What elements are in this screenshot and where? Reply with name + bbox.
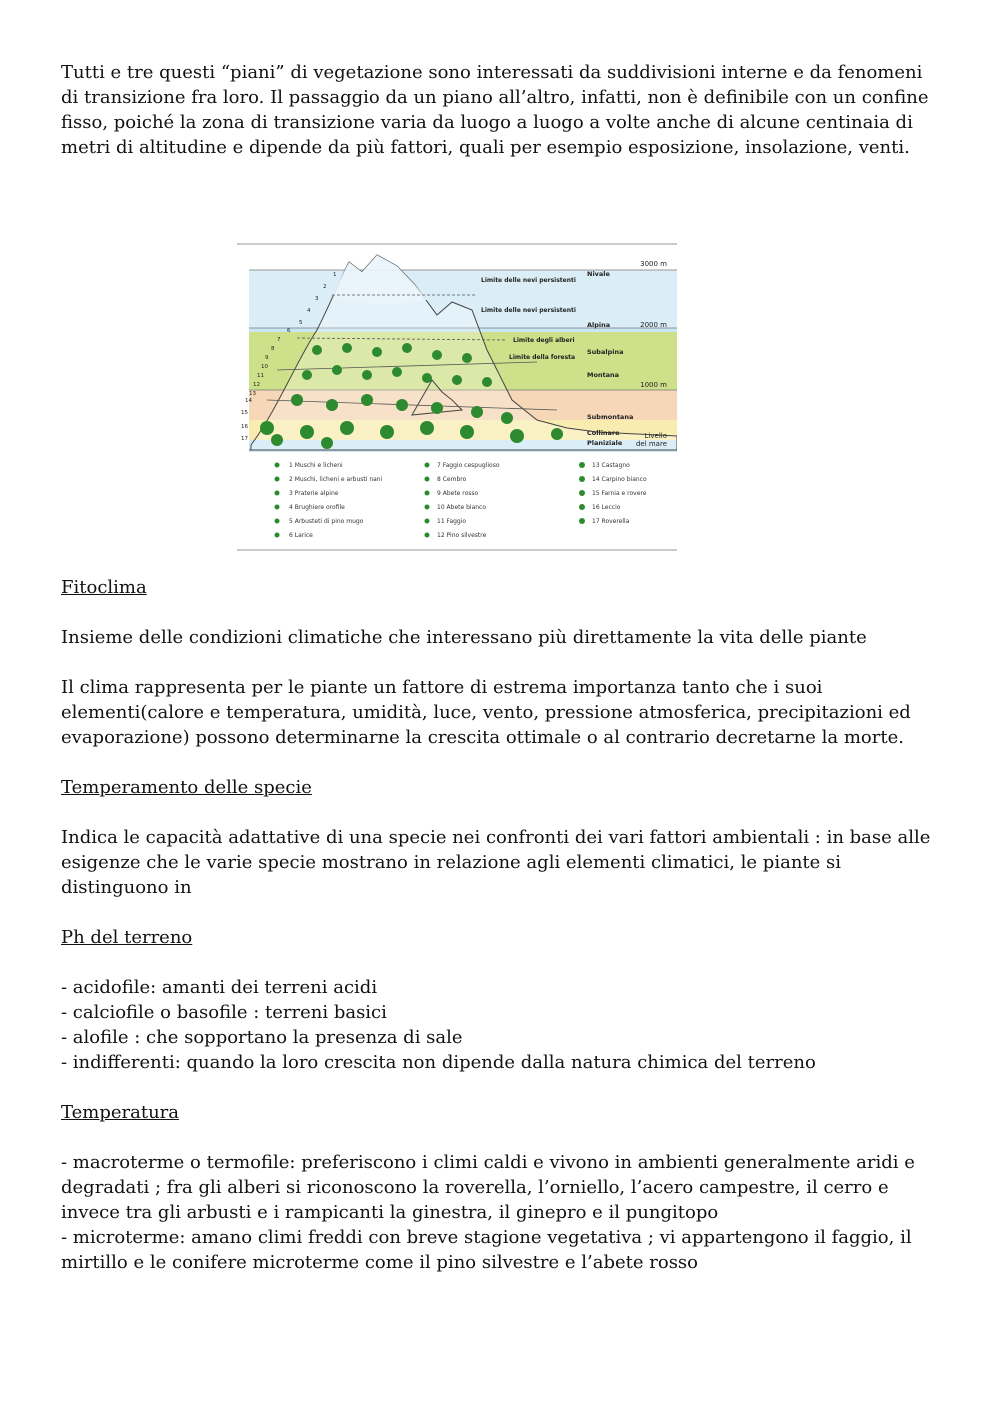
legend-item: 12 Pino silvestre bbox=[437, 532, 487, 539]
zone-subalpina: Subalpina bbox=[587, 348, 624, 356]
fitoclima-paragraph: Il clima rappresenta per le piante un fattore di estrema importanza tanto che i suoi elementi(calore e temperatura, umidità, luce, vento, pressione atmosferica, precipitazioni ed evaporazione) possono determinarne la crescita ottimale o al contrario decretarne la morte. bbox=[61, 677, 911, 748]
temperatura-item: - microterme: amano climi freddi con breve stagione vegetativa ; vi appartengono il faggio, il mirtillo e le conifere microterme come il pino silvestre e l’abete rosso bbox=[61, 1227, 912, 1273]
vegetation-zones-diagram bbox=[237, 240, 677, 554]
altitude-1000: 1000 m bbox=[640, 381, 667, 389]
slope-number: 12 bbox=[253, 382, 260, 388]
legend-item: 1 Muschi e licheni bbox=[289, 462, 343, 469]
intro-paragraph: Tutti e tre questi “piani” di vegetazione sono interessati da suddivisioni interne e da fenomeni di transizione fra loro. Il passaggio da un piano all’altro, infatti, non è definibile con un confine fisso, poiché la zona di transizione varia da luogo a luogo a volte anche di alcune centinaia di metri di altitudine e dipende da più fattori, quali per esempio esposizione, insolazione, venti. bbox=[61, 62, 929, 158]
slope-number: 6 bbox=[287, 328, 291, 334]
legend-item: 16 Leccio bbox=[592, 504, 621, 511]
slope-number: 17 bbox=[241, 436, 248, 442]
legend-item: 2 Muschi, licheni e arbusti nani bbox=[289, 476, 383, 483]
legend-item: 15 Farnia e rovere bbox=[592, 490, 647, 497]
legend-item: 5 Arbusteti di pino mugo bbox=[289, 518, 364, 525]
zone-nivale: Nivale bbox=[587, 270, 610, 278]
legend-item: 13 Castagno bbox=[592, 462, 630, 469]
legend-item: 9 Abete rosso bbox=[437, 490, 479, 497]
figure-legend bbox=[275, 462, 647, 539]
limit-label: Limite delle nevi persistenti bbox=[481, 307, 576, 314]
heading-temperatura: Temperatura bbox=[61, 1102, 180, 1123]
zone-collinare: Collinare bbox=[587, 429, 620, 437]
fitoclima-definition: Insieme delle condizioni climatiche che interessano più direttamente la vita delle piante bbox=[61, 627, 867, 648]
slope-number: 8 bbox=[271, 346, 275, 352]
legend-item: 6 Larice bbox=[289, 532, 313, 539]
altitude-2000: 2000 m bbox=[640, 321, 667, 329]
altitude-sea-level-2: del mare bbox=[635, 440, 667, 448]
ph-item: - indifferenti: quando la loro crescita non dipende dalla natura chimica del terreno bbox=[61, 1052, 816, 1073]
slope-number: 3 bbox=[315, 296, 319, 302]
slope-number: 1 bbox=[333, 272, 337, 278]
altitude-sea-level: Livello bbox=[644, 432, 667, 440]
slope-number: 5 bbox=[299, 320, 303, 326]
zone-alpina: Alpina bbox=[587, 321, 611, 329]
ph-item: - calciofile o basofile : terreni basici bbox=[61, 1002, 387, 1023]
slope-number: 11 bbox=[257, 373, 264, 379]
zone-submontana: Submontana bbox=[587, 413, 634, 421]
slope-number: 7 bbox=[277, 337, 281, 343]
altitude-3000: 3000 m bbox=[640, 260, 667, 268]
ph-item: - acidofile: amanti dei terreni acidi bbox=[61, 977, 378, 998]
temperamento-paragraph: Indica le capacità adattative di una specie nei confronti dei vari fattori ambientali : in base alle esigenze che le varie specie mostrano in relazione agli elementi climatici, le piante si distinguono in bbox=[61, 827, 931, 898]
legend-item: 17 Roverella bbox=[592, 518, 630, 525]
legend-item: 4 Brughiere orofile bbox=[289, 504, 345, 511]
zone-planiziale: Planiziale bbox=[587, 439, 623, 447]
temperatura-item: - macroterme o termofile: preferiscono i climi caldi e vivono in ambienti generalmente aridi e degradati ; fra gli alberi si riconoscono la roverella, l’orniello, l’acero campestre, il cerro e invece tra gli arbusti e i rampicanti la ginestra, il ginepro e il pungitopo bbox=[61, 1152, 915, 1223]
legend-item: 14 Carpino bianco bbox=[592, 476, 647, 483]
zone-montana: Montana bbox=[587, 371, 620, 379]
legend-item: 10 Abete bianco bbox=[437, 504, 487, 511]
legend-item: 11 Faggio bbox=[437, 518, 467, 525]
slope-number: 13 bbox=[249, 391, 256, 397]
slope-number: 15 bbox=[241, 410, 248, 416]
slope-number: 10 bbox=[261, 364, 268, 370]
heading-temperamento: Temperamento delle specie bbox=[61, 777, 312, 798]
legend-item: 7 Faggio cespuglioso bbox=[437, 462, 500, 469]
legend-item: 3 Praterie alpine bbox=[289, 490, 339, 497]
slope-number: 9 bbox=[265, 355, 269, 361]
limit-label: Limite della foresta bbox=[509, 354, 576, 361]
limit-label: Limite delle nevi persistenti bbox=[481, 277, 576, 284]
heading-ph: Ph del terreno bbox=[61, 927, 193, 948]
heading-fitoclima: Fitoclima bbox=[61, 577, 147, 598]
slope-number: 4 bbox=[307, 308, 311, 314]
ph-item: - alofile : che sopportano la presenza di sale bbox=[61, 1027, 463, 1048]
slope-number: 14 bbox=[245, 398, 252, 404]
slope-number: 16 bbox=[241, 424, 248, 430]
legend-item: 8 Cembro bbox=[437, 476, 467, 483]
slope-number: 2 bbox=[323, 284, 327, 290]
limit-label: Limite degli alberi bbox=[513, 337, 575, 344]
